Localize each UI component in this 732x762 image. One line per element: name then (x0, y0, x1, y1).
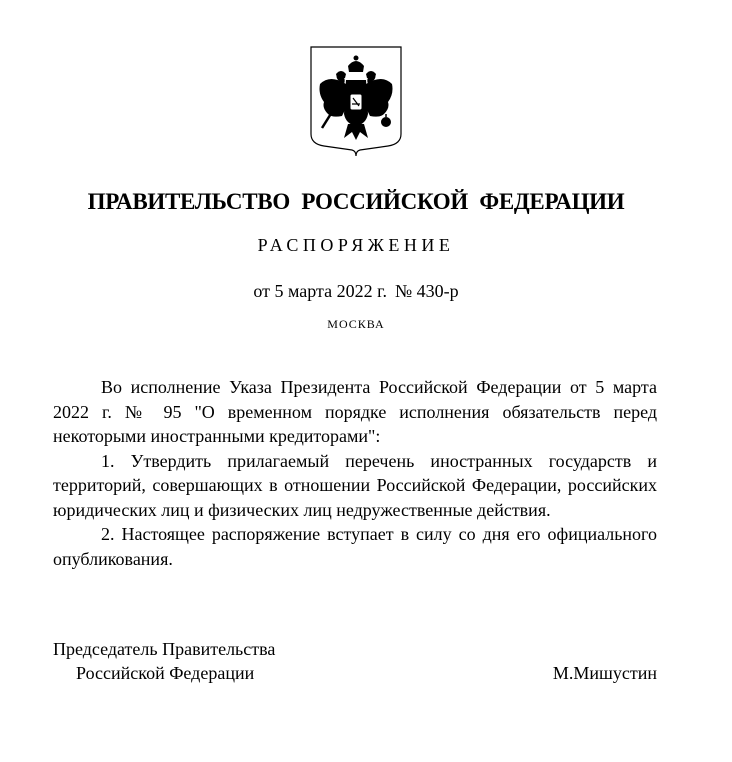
signature-block (53, 637, 657, 685)
document-number: № 430-р (394, 281, 459, 301)
coat-of-arms-icon (308, 44, 404, 158)
preamble-paragraph: Во исполнение Указа Президента Российской Федерации от 5 марта 2022 г. № 95 "О временном порядке исполнения обязательств перед некоторыми иностранными кредиторами": (53, 377, 657, 446)
city: МОСКВА (327, 317, 385, 331)
signatory-name: М.Мишустин (552, 663, 657, 683)
item-paragraph-1: 1. Утвердить прилагаемый перечень иностранных государств и территорий, совершающих в отношении Российской Федерации, российских юридических лиц и физических лиц недружественные действия. (53, 450, 657, 520)
document-date: от 5 марта 2022 г. (253, 281, 387, 301)
issuer-title: ПРАВИТЕЛЬСТВО РОССИЙСКОЙ ФЕДЕРАЦИИ (87, 189, 625, 214)
date-number-line (0, 281, 712, 302)
item-paragraph-2: 2. Настоящее распоряжение вступает в силу со дня его официального опубликования. (53, 524, 657, 569)
document-body (53, 375, 657, 571)
signatory-role-line1: Председатель Правительства (53, 639, 276, 659)
signatory-role-line2: Российской Федерации (76, 663, 255, 683)
document-type: РАСПОРЯЖЕНИЕ (257, 235, 455, 255)
